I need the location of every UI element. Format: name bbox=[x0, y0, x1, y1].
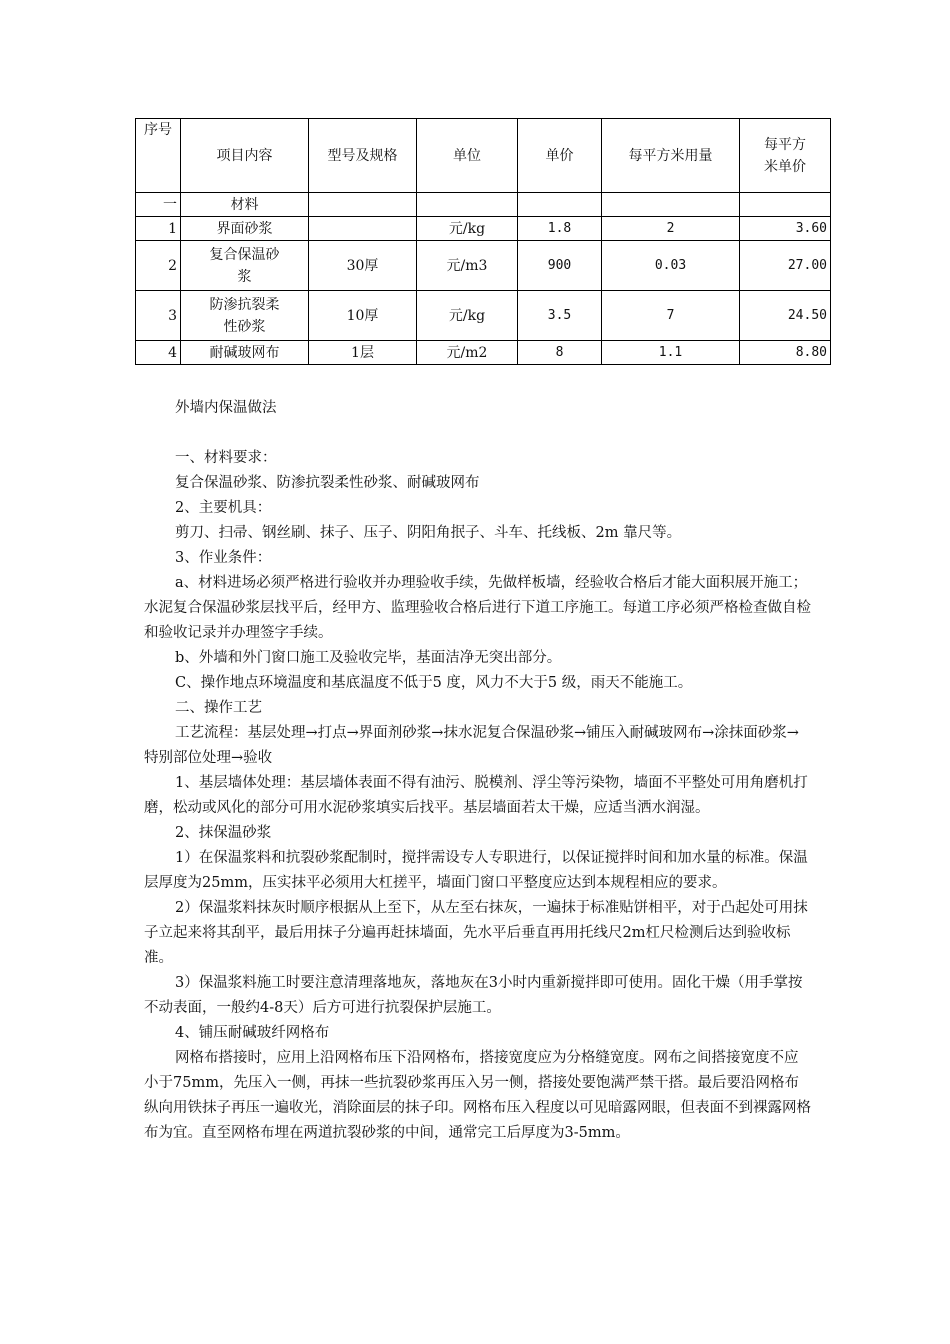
table-row bbox=[136, 341, 831, 365]
document-body bbox=[144, 396, 812, 1146]
row-spec: 10厚 bbox=[309, 291, 417, 341]
section-heading: 二、操作工艺 bbox=[175, 700, 262, 716]
paragraph: 1）在保温浆料和抗裂砂浆配制时，搅拌需设专人专职进行，以保证搅拌时间和加水量的标准。保温层厚度为25mm，压实抹平必须用大杠搓平，墙面门窗口平整度应达到本规程相应的要求。 bbox=[144, 850, 808, 891]
header-unit: 单位 bbox=[417, 119, 518, 193]
table-cell bbox=[417, 193, 518, 217]
table-cell bbox=[309, 193, 417, 217]
row-price: 3.5 bbox=[518, 291, 602, 341]
paragraph: 复合保温砂浆、防渗抗裂柔性砂浆、耐碱玻网布 bbox=[175, 475, 480, 491]
header-cost-line1: 每平方 bbox=[764, 136, 806, 153]
header-item: 项目内容 bbox=[181, 119, 309, 193]
row-cost: 27.00 bbox=[740, 241, 831, 291]
row-seq: 3 bbox=[136, 291, 181, 341]
section-seq: 一 bbox=[136, 193, 181, 217]
table-section-row bbox=[136, 193, 831, 217]
table-row bbox=[136, 217, 831, 241]
section-item: 材料 bbox=[181, 193, 309, 217]
table-row bbox=[136, 291, 831, 341]
row-price: 8 bbox=[518, 341, 602, 365]
row-unit: 元/kg bbox=[417, 217, 518, 241]
material-cost-table bbox=[135, 118, 831, 365]
table-header-row bbox=[136, 119, 831, 193]
paragraph: 网格布搭接时，应用上沿网格布压下沿网格布，搭接宽度应为分格缝宽度。网布之间搭接宽度不应小于75mm，先压入一侧，再抹一些抗裂砂浆再压入另一侧，搭接处要饱满严禁干搭。最后要沿网格布纵向用铁抹子再压一遍收光，消除面层的抹子印。网格布压入程度以可见暗露网眼，但表面不到裸露网格布为宜。直至网格布埋在两道抗裂砂浆的中间，通常完工后厚度为3-5mm。 bbox=[144, 1050, 811, 1141]
header-cost bbox=[740, 119, 831, 193]
row-usage: 7 bbox=[602, 291, 740, 341]
paragraph: 2）保温浆料抹灰时顺序根据从上至下，从左至右抹灰，一遍抹于标准贴饼相平，对于凸起处可用抹子立起来将其刮平，最后用抹子分遍再赶抹墙面，先水平后垂直再用托线尺2m杠尺检测后达到验收标准。 bbox=[144, 900, 808, 966]
paragraph: 1、基层墙体处理：基层墙体表面不得有油污、脱模剂、浮尘等污染物，墙面不平整处可用角磨机打磨，松动或风化的部分可用水泥砂浆填实后找平。基层墙面若太干燥，应适当洒水润湿。 bbox=[144, 775, 808, 816]
paragraph: 工艺流程：基层处理→打点→界面剂砂浆→抹水泥复合保温砂浆→铺压入耐碱玻网布→涂抹面砂浆→特别部位处理→验收 bbox=[144, 725, 799, 766]
row-seq: 2 bbox=[136, 241, 181, 291]
row-cost: 8.80 bbox=[740, 341, 831, 365]
blank-line bbox=[144, 421, 812, 446]
section-heading: 一、材料要求： bbox=[175, 450, 277, 466]
section-heading: 2、主要机具： bbox=[175, 500, 272, 516]
table-cell bbox=[740, 193, 831, 217]
section-heading: 3、作业条件： bbox=[175, 550, 272, 566]
row-item: 界面砂浆 bbox=[181, 217, 309, 241]
row-cost: 3.60 bbox=[740, 217, 831, 241]
header-cost-line2: 米单价 bbox=[764, 158, 806, 175]
paragraph: a、材料进场必须严格进行验收并办理验收手续，先做样板墙，经验收合格后才能大面积展开施工；水泥复合保温砂浆层找平后，经甲方、监理验收合格后进行下道工序施工。每道工序必须严格检查做自检和验收记录并办理签字手续。 bbox=[144, 575, 811, 641]
paragraph: C、操作地点环境温度和基底温度不低于5 度，风力不大于5 级，雨天不能施工。 bbox=[175, 675, 693, 691]
table-cell bbox=[602, 193, 740, 217]
header-spec: 型号及规格 bbox=[309, 119, 417, 193]
row-item: 防渗抗裂柔性砂浆 bbox=[181, 291, 309, 341]
paragraph: 3）保温浆料施工时要注意清理落地灰，落地灰在3小时内重新搅拌即可使用。固化干燥（用手掌按不动表面，一般约4-8天）后方可进行抗裂保护层施工。 bbox=[144, 975, 803, 1016]
table-cell bbox=[518, 193, 602, 217]
row-unit: 元/m2 bbox=[417, 341, 518, 365]
row-usage: 2 bbox=[602, 217, 740, 241]
header-seq: 序号 bbox=[136, 119, 181, 193]
doc-title: 外墙内保温做法 bbox=[175, 400, 277, 416]
row-item: 耐碱玻网布 bbox=[181, 341, 309, 365]
row-spec bbox=[309, 217, 417, 241]
paragraph: 剪刀、扫帚、钢丝刷、抹子、压子、阴阳角抿子、斗车、托线板、2m 靠尺等。 bbox=[175, 525, 682, 541]
table-row bbox=[136, 241, 831, 291]
row-seq: 1 bbox=[136, 217, 181, 241]
header-usage: 每平方米用量 bbox=[602, 119, 740, 193]
row-seq: 4 bbox=[136, 341, 181, 365]
row-cost: 24.50 bbox=[740, 291, 831, 341]
row-unit: 元/m3 bbox=[417, 241, 518, 291]
row-spec: 1层 bbox=[309, 341, 417, 365]
paragraph: b、外墙和外门窗口施工及验收完毕，基面洁净无突出部分。 bbox=[175, 650, 562, 666]
row-usage: 1.1 bbox=[602, 341, 740, 365]
row-price: 1.8 bbox=[518, 217, 602, 241]
section-heading: 4、铺压耐碱玻纤网格布 bbox=[175, 1025, 330, 1041]
row-spec: 30厚 bbox=[309, 241, 417, 291]
header-price: 单价 bbox=[518, 119, 602, 193]
row-usage: 0.03 bbox=[602, 241, 740, 291]
row-price: 900 bbox=[518, 241, 602, 291]
section-heading: 2、抹保温砂浆 bbox=[175, 825, 272, 841]
row-unit: 元/kg bbox=[417, 291, 518, 341]
row-item: 复合保温砂浆 bbox=[181, 241, 309, 291]
